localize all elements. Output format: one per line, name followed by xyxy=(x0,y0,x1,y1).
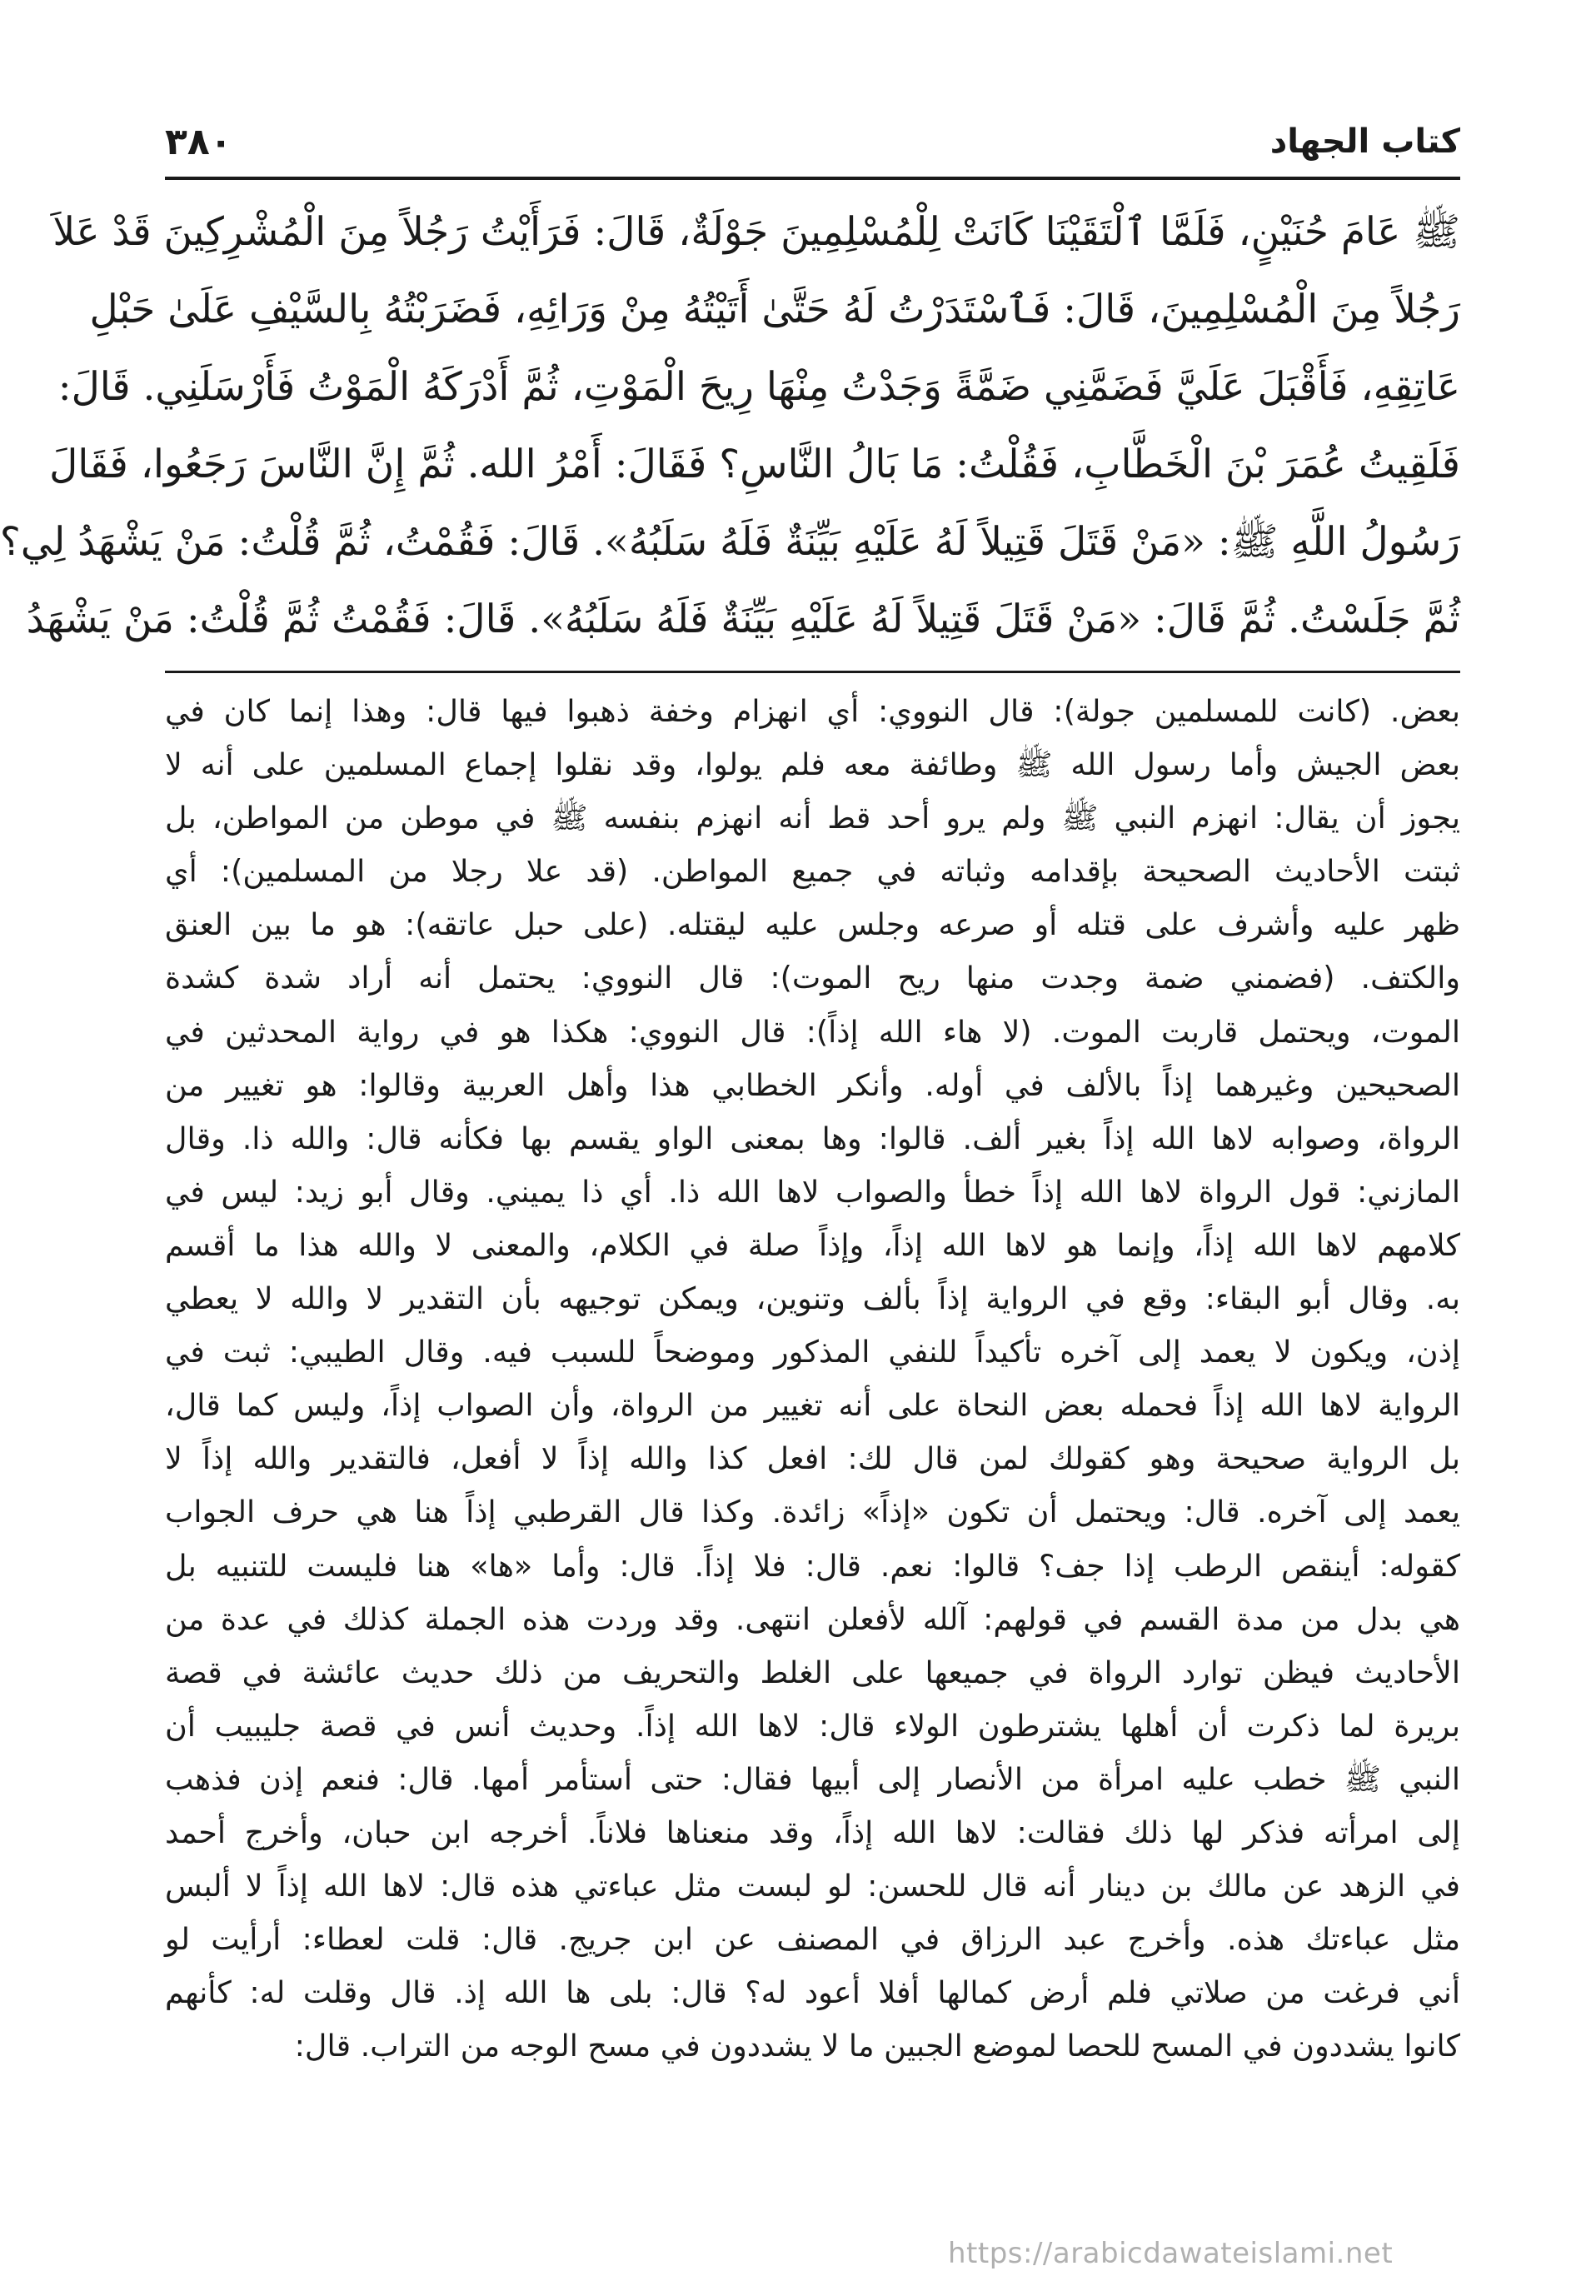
footnote-line: الصحيحين وغيرهما إذاً بالألف في أوله. وأنكر الخطابي هذا وأهل العربية وقالوا: هو تغيير من xyxy=(165,1066,1460,1103)
footnote-line: إلى امرأته فذكر لها ذلك فقالت: لاها الله إذاً، وقد منعناها فلاناً. أخرجه ابن حبان، وأخرج أحمد xyxy=(165,1814,1460,1850)
footnote-line: ثبتت الأحاديث الصحيحة بإقدامه وثباته في جميع المواطن. (قد علا رجلا من المسلمين): أي xyxy=(165,853,1460,890)
footnote-line: كلامهم لاها الله إذاً، وإنما هو لاها الله إذاً، وإذاً صلة في الكلام، والمعنى لا والله هذا ما أقسم xyxy=(165,1226,1460,1263)
footnote-line: كقوله: أينقص الرطب إذا جف؟ قالوا: نعم. قال: فلا إذاً. قال: وأما «ها» هنا فليست للتنبيه بل xyxy=(165,1547,1460,1584)
footnote-line: النبي ﷺ خطب عليه امرأة من الأنصار إلى أبيها فقال: حتى أستأمر أمها. قال: فنعم إذن فذهب xyxy=(165,1760,1460,1797)
footnote-line: ظهر عليه وأشرف على قتله أو صرعه وجلس عليه ليقتله. (على حبل عاتقه): هو ما بين العنق xyxy=(165,906,1460,943)
page-header xyxy=(165,112,1460,171)
main-text-line: فَلَقِيتُ عُمَرَ بْنَ الْخَطَّابِ، فَقُلْتُ: مَا بَالُ النَّاسِ؟ فَقَالَ: أَمْرُ الله. ثُمَّ إِنَّ النَّاسَ رَجَعُوا، فَقَالَ xyxy=(49,442,1460,487)
footnote-line: بل الرواية صحيحة وهو كقولك لمن قال لك: افعل كذا والله إذاً لا أفعل، فالتقدير والله إذاً لا xyxy=(165,1440,1460,1477)
footnote-line: يعمد إلى آخره. قال: ويحتمل أن تكون «إذاً» زائدة. وكذا قال القرطبي إذاً هنا هي حرف الجواب xyxy=(165,1494,1460,1530)
footnote-line: يجوز أن يقال: انهزم النبي ﷺ ولم يرو أحد قط أنه انهزم بنفسه ﷺ في موطن من المواطن، بل xyxy=(165,800,1460,836)
footnote-line: هي بدل من مدة القسم في قولهم: آلله لأفعلن انتهى. وقد وردت هذه الجملة كذلك في عدة من xyxy=(165,1600,1460,1637)
main-text-line: ﷺ عَامَ حُنَيْنٍ، فَلَمَّا ٱلْتَقَيْنَا كَانَتْ لِلْمُسْلِمِينَ جَوْلَةٌ، قَالَ: فَرَأَيْتُ رَجُلاً مِنَ الْمُشْرِكِينَ قَدْ عَلاَ xyxy=(52,209,1460,255)
header-rule xyxy=(165,177,1460,180)
footnote-line: بعض الجيش وأما رسول الله ﷺ وطائفة معه فلم يولوا، وقد نقلوا إجماع المسلمين على أنه لا xyxy=(165,746,1460,783)
footnote-line: الموت، ويحتمل قاربت الموت. (لا هاء الله إذاً): قال النووي: هكذا هو في رواية المحدثين في xyxy=(165,1013,1460,1050)
footnote-line: مثل عباءتك هذه. وأخرج عبد الرزاق في المصنف عن ابن جريج. قال: قلت لعطاء: أرأيت لو xyxy=(165,1921,1460,1958)
hadith-main-text xyxy=(0,193,1460,658)
book-title: كتاب الجهاد xyxy=(1269,122,1460,161)
footnote-line: المازني: قول الرواة لاها الله إذاً خطأ والصواب لاها الله ذا. أي ذا يميني. وقال أبو زيد: ليس في xyxy=(165,1173,1460,1210)
footnote-line: بعض. (كانت للمسلمين جولة): قال النووي: أي انهزام وخفة ذهبوا فيها قال: وهذا إنما كان في xyxy=(165,693,1460,729)
watermark-url: https://arabicdawateislami.net xyxy=(948,2237,1394,2270)
main-text-line: ثُمَّ جَلَسْتُ. ثُمَّ قَالَ: «مَنْ قَتَلَ قَتِيلاً لَهُ عَلَيْهِ بَيِّنَةٌ فَلَهُ سَلَبُهُ». قَالَ: فَقُمْتُ ثُمَّ قُلْتُ: مَنْ يَشْهَدُ xyxy=(26,596,1460,642)
main-text-line: عَاتِقِهِ، فَأَقْبَلَ عَلَيَّ فَضَمَّنِي ضَمَّةً وَجَدْتُ مِنْهَا رِيحَ الْمَوْتِ، ثُمَّ أَدْرَكَهُ الْمَوْتُ فَأَرْسَلَنِي. قَالَ: xyxy=(57,364,1460,410)
main-text-line: رَجُلاً مِنَ الْمُسْلِمِينَ، قَالَ: فَٱسْتَدَرْتُ لَهُ حَتَّىٰ أَتَيْتُهُ مِنْ وَرَائِهِ، فَضَرَبْتُهُ بِالسَّيْفِ عَلَىٰ حَبْلِ xyxy=(89,287,1460,332)
footnote-line: به. وقال أبو البقاء: وقع في الرواية إذاً بألف وتنوين، ويمكن توجيهه بأن التقدير لا والله لا يعطي xyxy=(165,1280,1460,1317)
page-number: ٣٨٠ xyxy=(165,120,232,163)
footnote-line: في الزهد عن مالك بن دينار أنه قال للحسن: لو لبست مثل عباءتي هذه قال: لاها الله إذاً لا ألبس xyxy=(165,1868,1460,1904)
footnote-line: الأحاديث فيظن توارد الرواة في جميعها على الغلط والتحريف من ذلك حديث عائشة في قصة xyxy=(165,1654,1460,1690)
footnote-line: والكتف. (فضمني ضمة وجدت منها ريح الموت): قال النووي: يحتمل أنه أراد شدة كشدة xyxy=(165,960,1460,996)
main-text-line: رَسُولُ اللَّهِ ﷺ: «مَنْ قَتَلَ قَتِيلاً لَهُ عَلَيْهِ بَيِّنَةٌ فَلَهُ سَلَبُهُ». قَالَ: فَقُمْتُ، ثُمَّ قُلْتُ: مَنْ يَشْهَدُ لِي؟ xyxy=(0,519,1460,565)
footnote-line: الرواية لاها الله إذاً فحمله بعض النحاة على أنه تغيير من الرواة، وأن الصواب إذاً، وليس كما قال، xyxy=(165,1387,1460,1424)
footnote-line: الرواة، وصوابه لاها الله إذاً بغير ألف. قالوا: وها بمعنى الواو يقسم بها فكأنه قال: والله ذا. وقال xyxy=(165,1120,1460,1156)
footnote-divider xyxy=(165,671,1460,673)
footnote-line: كانوا يشددون في المسح للحصا لموضع الجبين ما لا يشددون في مسح الوجه من التراب. قال: xyxy=(294,2028,1460,2064)
footnote-commentary xyxy=(165,685,1460,2073)
footnote-line: بريرة لما ذكرت أن أهلها يشترطون الولاء قال: لاها الله إذاً. وحديث أنس في قصة جليبيب أن xyxy=(165,1707,1460,1744)
footnote-line: أني فرغت من صلاتي فلم أرض كمالها أفلا أعود له؟ قال: بلى ها الله إذ. قال وقلت له: كأنهم xyxy=(165,1974,1460,2011)
footnote-line: إذن، ويكون لا يعمد إلى آخره تأكيداً للنفي المذكور وموضحاً للسبب فيه. وقال الطيبي: ثبت في xyxy=(165,1334,1460,1370)
